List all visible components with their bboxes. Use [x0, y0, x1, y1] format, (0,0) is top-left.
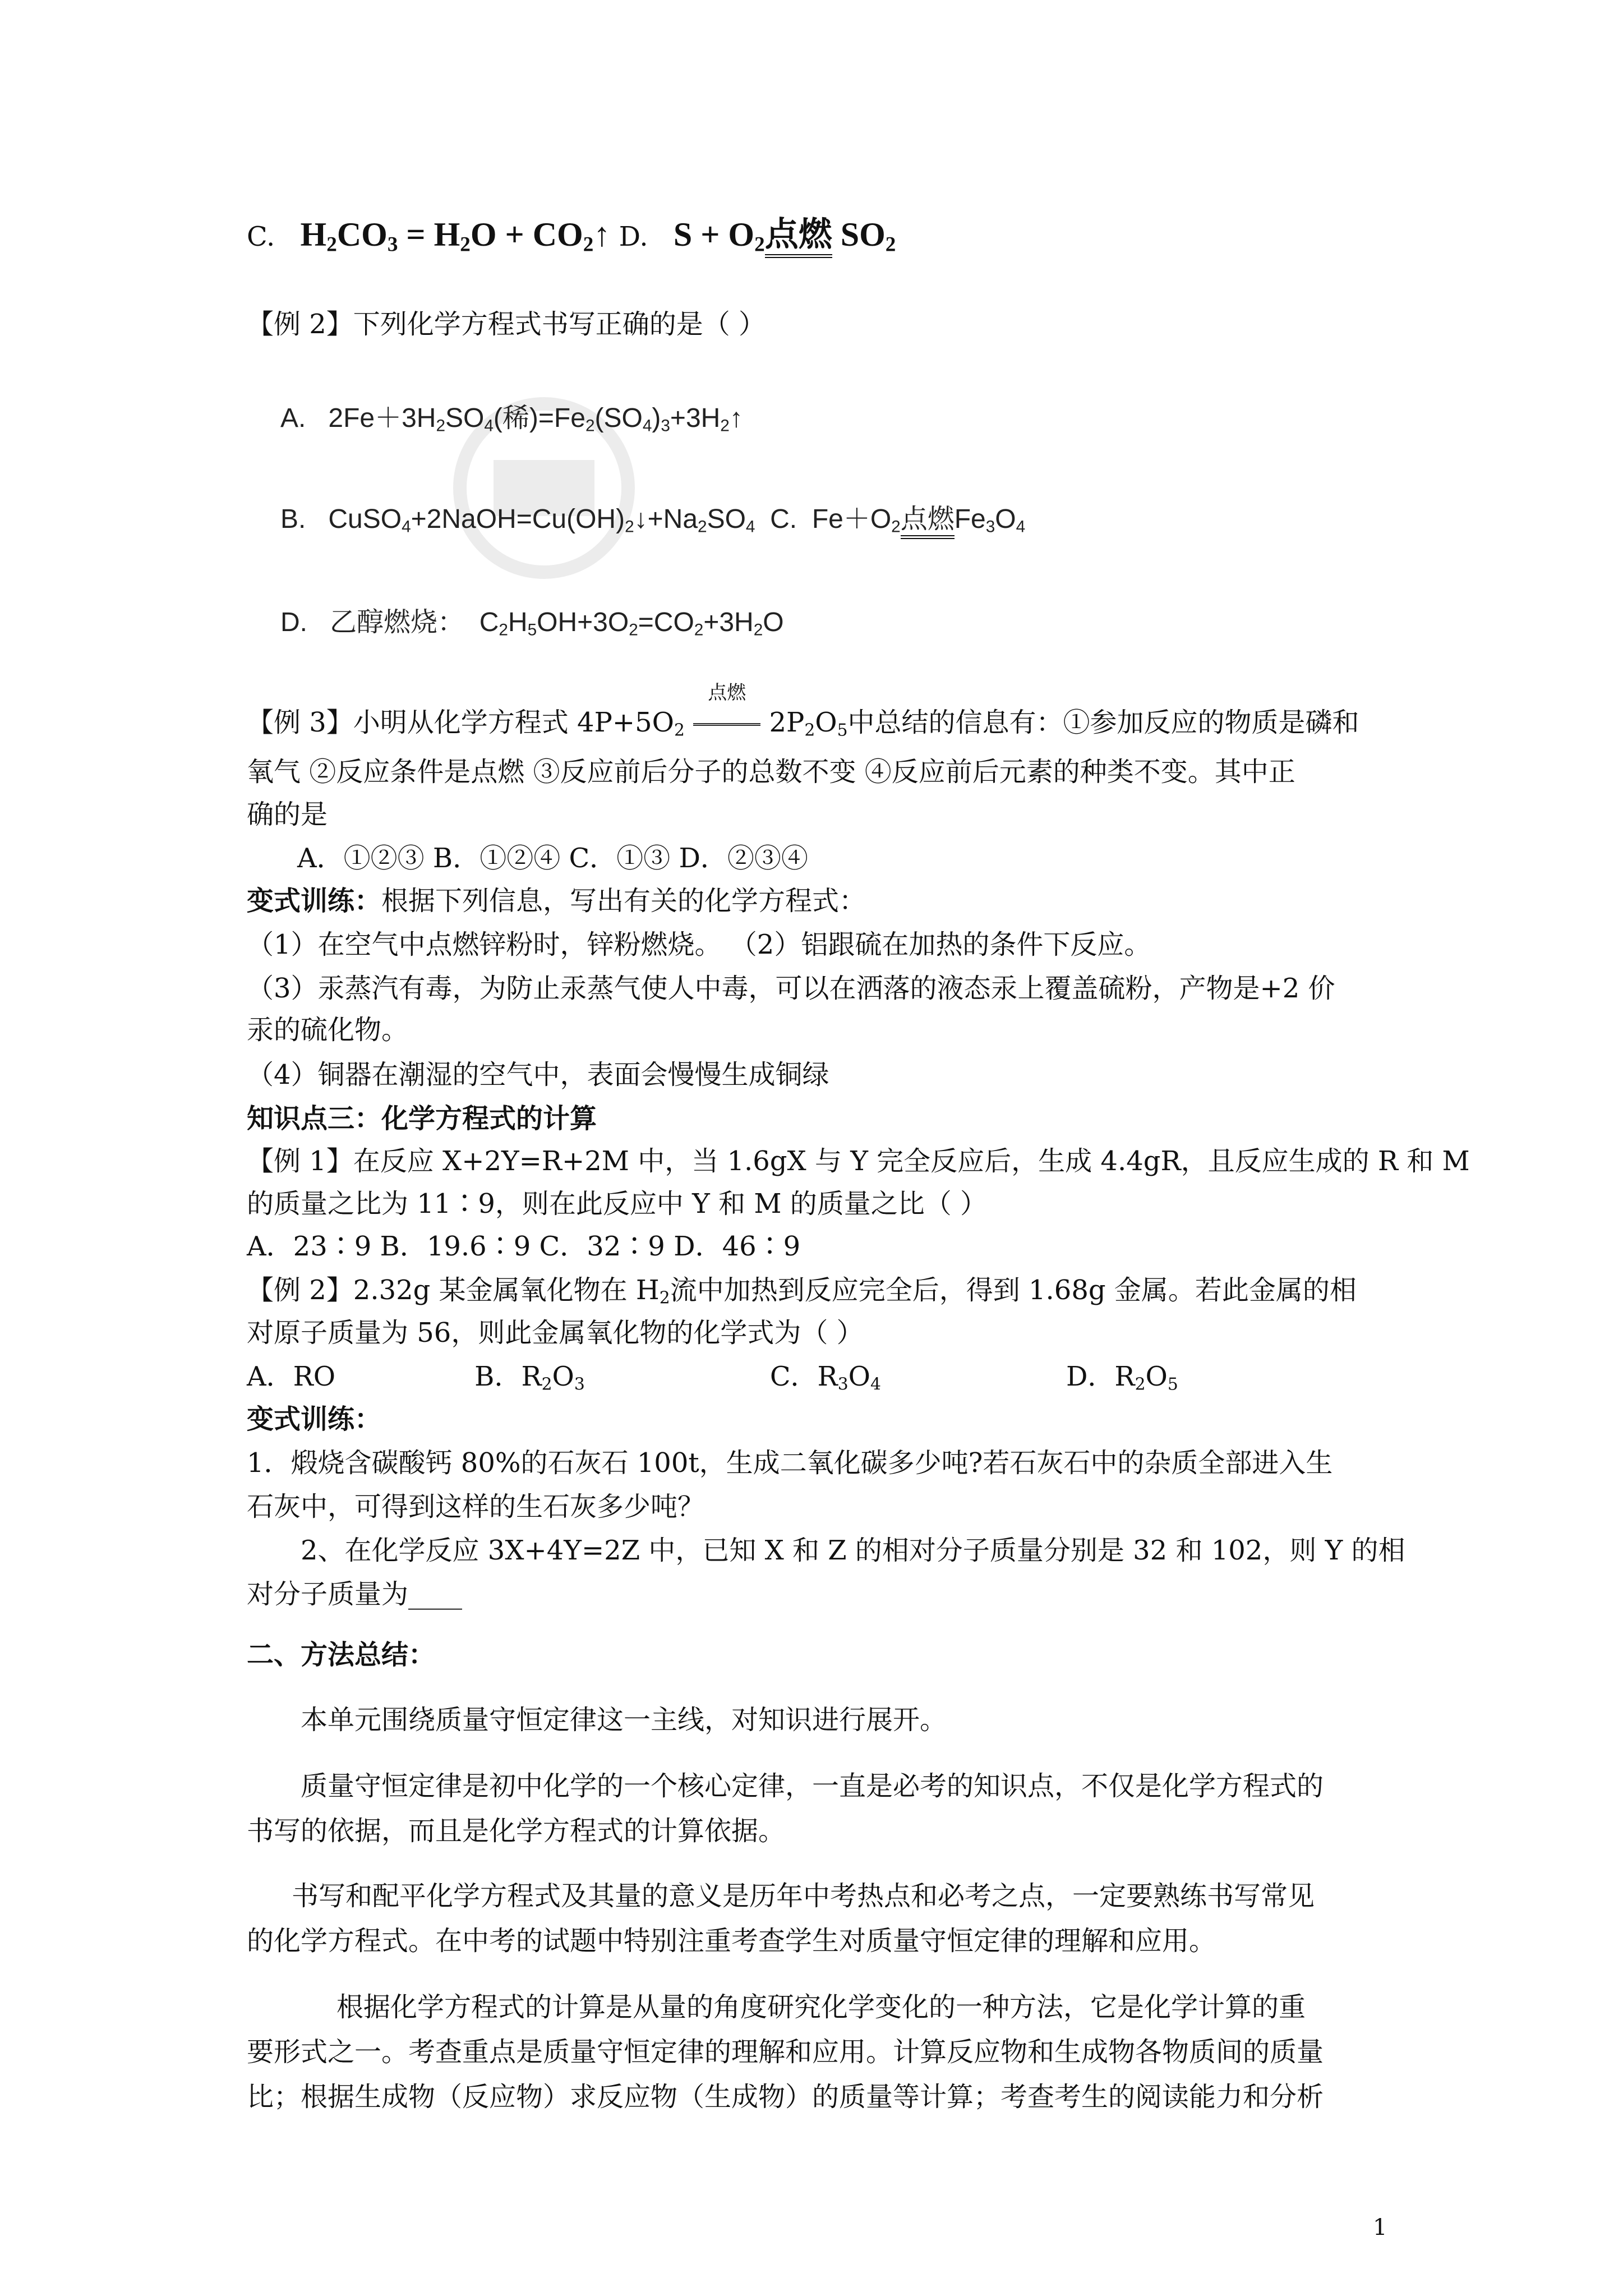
option-a: A．RO	[247, 1361, 336, 1392]
k3-example2-options: A．RO B．$R_2O_3$ C．$R_3O_4$ D．$R_2O_5$	[247, 1361, 1178, 1395]
summary-paragraph-2b: 书写的依据，而且是化学方程式的计算依据。	[247, 1815, 786, 1847]
option-label-d: D.	[280, 608, 307, 637]
dilute-label: 稀	[502, 403, 529, 433]
page-number: 1	[1373, 2215, 1387, 2240]
variant2-q1-line1: 1．煅烧含碳酸钙 80%的石灰石 100t，生成二氧化碳多少吨?若石灰石中的杂质全部进入生	[247, 1447, 1333, 1479]
ex2-option-b-c: B. $CuSO_4+2NaOH=Cu(OH)_2↓+Na_2SO_4$ C. $Fe+O_2$点燃$Fe_3O_4$	[280, 503, 1025, 544]
summary-paragraph-4b: 要形式之一。考查重点是质量守恒定律的理解和应用。计算反应物和生成物各物质间的质量	[247, 2036, 1324, 2068]
summary-paragraph-1: 本单元围绕质量守恒定律这一主线，对知识进行展开。	[301, 1704, 947, 1736]
ex3-post: 中总结的信息有：①参加反应的物质是磷和	[847, 707, 1359, 738]
variant1-q4: （4）铜器在潮湿的空气中，表面会慢慢生成铜绿	[247, 1059, 829, 1091]
summary-paragraph-4a: 根据化学方程式的计算是从量的角度研究化学变化的一种方法，它是化学计算的重	[336, 1991, 1306, 2023]
k3-example1-options: A．23∶9 B．19.6∶9 C．32∶9 D．46∶9	[247, 1231, 801, 1262]
condition-label: 点燃	[708, 682, 746, 704]
variant1-q1: （1）在空气中点燃锌粉时，锌粉燃烧。 （2）铝跟硫在加热的条件下反应。	[247, 929, 1151, 960]
example3-options: A．①②③ B．①②④ C．①③ D．②③④	[297, 843, 808, 874]
example3-line2: 氧气 ②反应条件是点燃 ③反应前后分子的总数不变 ④反应前后元素的种类不变。其中正	[247, 756, 1295, 788]
variant-head: 变式训练：	[247, 885, 382, 917]
ethanol-label: 乙醇燃烧：	[330, 608, 465, 637]
summary-paragraph-3b: 的化学方程式。在中考的试题中特别注重考查学生对质量守恒定律的理解和应用。	[247, 1925, 1216, 1957]
k3-example2-line1: 【例 2】2.32g 某金属氧化物在 $H_2$流中加热到反应完全后，得到 1.68g 金属。若此金属的相	[247, 1274, 1357, 1308]
variant-training-2-heading: 变式训练：	[247, 1404, 382, 1435]
knowledge-point-3-heading: 知识点三：化学方程式的计算	[247, 1103, 597, 1134]
ex2-pre: 【例 2】2.32g 某金属氧化物在 H	[247, 1274, 660, 1306]
option-b: B．R	[474, 1361, 542, 1392]
condition-ignite: 点燃	[765, 216, 832, 258]
condition-ignite: 点燃	[901, 504, 955, 539]
section2-heading: 二、方法总结：	[247, 1639, 436, 1671]
variant2-q1-line2: 石灰中，可得到这样的生石灰多少吨？	[247, 1491, 705, 1522]
option-label-d: D.	[619, 221, 648, 252]
k3-example1-line1: 【例 1】在反应 X+2Y=R+2M 中，当 1.6gX 与 Y 完全反应后，生成 4.4gR，且反应生成的 R 和 M	[247, 1145, 1470, 1177]
summary-paragraph-3a: 书写和配平化学方程式及其量的意义是历年中考热点和必考之点，一定要熟练书写常见	[292, 1880, 1315, 1912]
variant-text: 根据下列信息，写出有关的化学方程式：	[381, 885, 866, 917]
ex2-option-d: D. 乙醇燃烧： $C_2H_5OH+3O_2=CO_2+3H_2O$	[280, 608, 784, 639]
option-c: C．R	[769, 1361, 838, 1392]
summary-paragraph-2a: 质量守恒定律是初中化学的一个核心定律，一直是必考的知识点，不仅是化学方程式的	[301, 1770, 1324, 1802]
example3-line3: 确的是	[247, 799, 328, 830]
ex2-option-a: A. $2Fe+3H_2SO_4$(稀)$=Fe_2(SO_4)_3+3H_2↑$	[280, 403, 743, 435]
option-label-c: C.	[770, 504, 797, 534]
example2-title: 【例 2】下列化学方程式书写正确的是（ ）	[247, 309, 766, 340]
option-label-c: C.	[247, 221, 275, 252]
equation-d: $S + O_2$点燃 $SO_2$	[657, 216, 896, 253]
variant2-q2-line2: 对分子质量为____	[247, 1579, 463, 1610]
equation-c: $H_2CO_3 = H_2O$ + $CO_2↑$	[283, 216, 611, 256]
example3-line1: 【例 3】小明从化学方程式 $4P+5O_2$ 点燃 $2P_2O_5$中总结的信息有：①参加反应的物质是磷和	[247, 682, 1359, 740]
ex2-post: 流中加热到反应完全后，得到 1.68g 金属。若此金属的相	[670, 1274, 1357, 1306]
variant1-q3a: （3）汞蒸汽有毒，为防止汞蒸气使人中毒，可以在洒落的液态汞上覆盖硫粉，产物是+2 价	[247, 973, 1335, 1004]
k3-example2-line2: 对原子质量为 56，则此金属氧化物的化学式为（ ）	[247, 1317, 864, 1349]
ex3-pre: 【例 3】小明从化学方程式 4P+5O	[247, 707, 675, 738]
condition-ignite	[693, 682, 760, 739]
variant1-q3b: 汞的硫化物。	[247, 1014, 409, 1046]
summary-paragraph-4c: 比；根据生成物（反应物）求反应物（生成物）的质量等计算；考查考生的阅读能力和分析	[247, 2081, 1324, 2113]
option-label-a: A.	[280, 403, 306, 433]
equation-line-c-d	[247, 218, 896, 261]
option-label-b: B.	[280, 504, 306, 534]
variant-training-1	[247, 884, 866, 918]
option-d: D．R	[1066, 1361, 1135, 1392]
variant2-q2-line1: 2、在化学反应 3X+4Y=2Z 中，已知 X 和 Z 的相对分子质量分别是 32 和 102，则 Y 的相	[301, 1535, 1405, 1566]
k3-example1-line2: 的质量之比为 11∶9，则在此反应中 Y 和 M 的质量之比（ ）	[247, 1188, 988, 1220]
